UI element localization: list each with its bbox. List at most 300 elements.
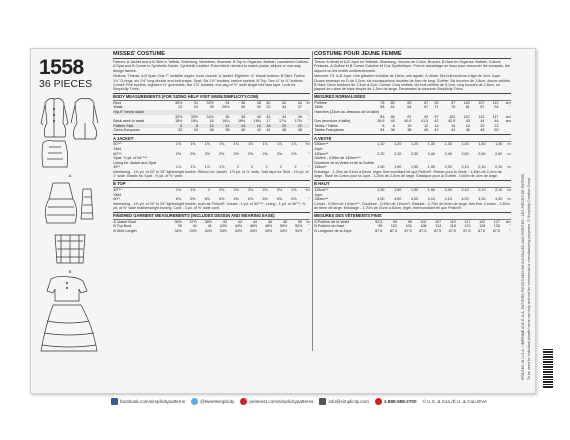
table-cell: 34½ [234,228,242,233]
table-cell: 87,5 [404,228,412,233]
table-cell: 30 [256,105,261,110]
table-cell: cm [505,119,511,124]
english-b-table [113,188,310,202]
table-cell: 2,00 [444,165,452,170]
table-cell: 2,40 [427,151,435,156]
table-cell: 2⅛ [219,187,225,192]
pinterest-link[interactable]: pinterest.com/simplicitypatterns [249,398,314,404]
facebook-link[interactable]: facebook.com/simplicitypatterns [120,398,186,404]
table-cell: 33½ [190,114,199,119]
table-cell: In [306,100,310,105]
table-cell: 32½ [175,114,183,119]
row-label: 60"* [113,197,121,202]
table-cell: 58 [380,105,385,110]
row-label: Poitrine [314,100,327,105]
table-cell: 17 [266,119,271,124]
envelope-content [113,51,513,357]
table-cell: 117 [464,219,471,224]
row-label: Skirt [113,192,121,197]
row-label: Dos (encolure à taille) [314,119,351,124]
table-cell: 38 [256,100,261,105]
table-cell: 36 [225,114,230,119]
row-label: A Jacket Bust [113,219,136,224]
table-cell: 1,50 [394,187,402,192]
english-body-table [113,101,310,133]
table-cell: 4,10 [444,197,452,202]
french-b-haut-label: B HAUT [314,180,511,188]
table-cell: 95 [392,219,398,224]
table-cell: 4,00 [394,197,402,202]
table-cell: Yd [305,187,310,192]
table-cell: 118 [449,224,456,229]
table-cell: 6⅝ [276,197,283,202]
table-cell: m [507,165,511,170]
table-cell: 99 [378,224,383,229]
row-label: Pattern Size [113,124,167,129]
row-label: 45"** [113,187,122,192]
table-cell: 40 [266,100,271,105]
table-cell: " [308,224,310,229]
table-cell: 61 [390,105,395,110]
english-b-interfacing: Interfacing - 1⅝ yd. of 20" to 25" lightweight fusible, such as Pellon®. Corset - 1 yd. of 54"***, Lining - 1 yd. of 45"**, ⅝ yd. of ⅝" wide featherweight boning, Cord - 3 yd. of ⅛" wide cord. [113,201,306,210]
table-cell: 52½ [294,224,303,229]
table-cell: 128 [479,224,486,229]
table-cell: 2 [265,165,268,170]
table-cell: 64 [407,105,412,110]
table-cell: 6⅝ [262,197,268,202]
row-label: 60"** [113,151,122,156]
table-cell: 16 [451,123,456,128]
legal-text-2: To be used for individual private home use only and not for commercial or manufacturing purposes. © Simplicity Creative Group [527,177,531,380]
table-cell: 16¾ [253,119,261,124]
row-label: Taille [314,105,323,110]
table-cell: 94 [494,105,499,110]
table-cell: 32 [178,128,183,133]
table-cell: 39,5 [377,119,385,124]
table-cell: 16 [209,119,214,124]
table-cell: Yd [305,142,310,147]
table-cell: cm [505,219,511,224]
french-a-entoilage: Entoilage - 1,30m de 51cm à 64cm, léger, thermocollant tel que Pellon®. Ruban pour la Veste - 1,40m de 2,2cm de large. Tissé en Coton pour la Jupe - 1,30m de 2,5cm de large. Élastique pour la Guêtre - 0,60m de 2cm de large. [314,169,502,179]
table-cell: 1⅞ [262,142,268,147]
table-cell: 50½ [279,224,288,229]
row-label: Bust [113,100,121,105]
table-cell: 4,00 [377,197,385,202]
row-label: 150cm** [314,142,329,147]
table-cell: 18 [465,123,470,128]
twitter-icon [191,398,198,405]
table-cell: 37½ [189,219,197,224]
footer-copyright [423,399,488,404]
table-cell: 1,90 [377,165,385,170]
table-cell: 2,10 [495,165,503,170]
table-cell: 2½ [190,151,196,156]
table-cell: 2,40 [444,151,452,156]
table-cell: 14 [230,124,246,129]
row-label: Sizes-European [113,128,140,133]
row-label: Jupe [314,192,323,197]
column-divider [312,51,313,351]
table-cell: m [507,142,511,147]
table-cell: 92 [434,100,439,105]
table-cell: 4,10 [427,197,435,202]
table-row [314,128,511,133]
table-cell: 36 [390,128,395,133]
table-cell: 46 [267,219,273,224]
row-label: Guêtre - 0,60m de 140cm*** [314,156,361,161]
pieces-count: 36 PIECES [39,78,93,90]
table-cell: 4,00 [410,197,419,202]
row-label: 150cm** [314,197,329,202]
table-cell: 48 [297,128,302,133]
table-cell: 34½ [294,228,303,233]
english-notions: Notions: Thread. A,B Spat: One 7" invisible zipper, hook closure. A Jacket: Eighteen ¾" shank buttons. B Skirt: Twelve 1⅛" D-rings, six 1½" long double end bolt snaps. Spat: Six 1⅛" buckles, twelve eyelets. B Top: Two ¼" to ⅜" buttons. Corset: Five eyelets, eighteen ¾" grommets, five 1⅛" buckles, one pkg of ½" wide single fold bias tape. Look for Simplicity Trims. [113,74,306,91]
table-cell: 87,5 [433,228,442,233]
table-cell: 1,50 [377,187,385,192]
table-cell: 117 [492,114,499,119]
table-cell: 2 [280,165,283,170]
table-row [314,229,511,234]
french-mesures-title: MESURES NORMALISÉES [314,93,511,101]
table-cell: 107 [478,100,485,105]
table-cell: 112 [478,114,485,119]
table-cell: 2 [294,165,297,170]
table-cell: 42,5 [448,119,456,124]
table-cell: 40 [241,128,246,133]
table-cell: 1,40 [461,142,469,147]
table-cell: 4,40 [495,197,503,202]
pinterest-icon [240,398,247,405]
table-cell: 24 [193,105,199,110]
english-b-top-label: B TOP [113,180,310,188]
email-icon [319,398,326,405]
table-cell: 102 [463,100,470,105]
social-footer [111,395,541,407]
table-cell: 2,00 [444,187,452,192]
footer-twitter[interactable] [191,398,234,405]
table-cell: 28 [241,105,246,110]
table-cell: " [308,151,310,156]
row-label: Back-neck to waist [113,119,145,124]
table-cell: 43 [465,119,470,124]
table-cell: 113 [435,224,442,229]
table-cell: 39 [177,224,182,229]
table-cell: 97 [451,100,456,105]
footer-email[interactable] [319,398,368,405]
table-cell: 2½ [204,151,210,156]
english-column [113,51,310,357]
table-cell: 34 [225,100,230,105]
table-cell: 25 [209,105,214,110]
table-cell: 46 [297,114,302,119]
row-label: Tailles-Françaises [314,128,344,133]
table-cell: 83 [380,114,385,119]
table-cell: 102 [449,114,456,119]
table-cell: 17⅜ [294,119,302,124]
row-label: Waist [113,105,123,110]
table-cell: 87,5 [389,228,398,233]
table-cell: 34½ [219,228,227,233]
table-cell: 42½ [219,224,227,229]
top-skirt-sketch-b [39,275,101,353]
jacket-sketch-a [39,93,101,171]
table-cell: 1¾ [233,142,239,147]
table-cell: 8 [392,123,395,128]
row-label: 60"** [113,142,122,147]
table-cell: 22 [494,123,499,128]
table-cell: 17¼ [278,119,287,124]
table-cell: 2⅝ [291,151,297,156]
table-cell: 46 [465,128,470,133]
table-cell: 2⅝ [262,151,268,156]
table-cell: 32 [266,105,271,110]
facebook-icon [111,398,118,405]
table-cell: 2½ [175,151,182,156]
table-cell: 1⅞ [190,165,196,170]
table-cell: 50 [298,219,303,224]
footer-phone [375,398,417,405]
phone-icon [375,398,382,405]
english-finished-table [113,220,310,234]
table-cell: 6⅝ [175,197,182,202]
table-cell: 76 [451,105,456,110]
table-cell: 123 [464,224,471,229]
table-cell: 44 [480,119,485,124]
table-cell: 42 [282,100,287,105]
french-body-table [314,101,511,133]
table-cell: 34½ [279,228,288,233]
table-cell: 44 [252,219,257,224]
table-cell: 67 [424,105,429,110]
row-label: Doublure de la Veste et de la Guêtre [314,160,375,165]
table-cell: 40,5 [404,119,412,124]
table-cell: 2 [251,165,254,170]
table-cell: 2,10 [478,165,486,170]
table-cell: 78 [380,100,385,105]
table-cell: 16½ [237,119,246,124]
table-cell: 127 [493,219,500,224]
table-cell: 1⅝ [190,187,196,192]
table-cell: 6⅝ [248,197,254,202]
table-cell: 2,10 [461,187,469,192]
table-cell: 1,30 [444,142,452,147]
table-cell: 104 [405,224,412,229]
table-cell: 1,20 [410,142,419,147]
table-cell: 2,60 [495,151,503,156]
table-cell: 107 [463,114,470,119]
phone-number: 1-888-588-2700 [383,398,417,404]
table-cell: 1,90 [427,165,435,170]
view-label-b: B [68,269,72,274]
table-cell: 1⅞ [175,165,182,170]
table-cell: 2 [236,165,239,170]
table-cell: 102 [390,224,398,229]
row-label: Lining for Jacket and Spat [113,160,157,165]
french-finished-table [314,220,511,234]
table-cell: 2⅛ [276,187,283,192]
table-cell: 108 [420,224,427,229]
table-cell: 97 [434,114,439,119]
table-cell: 42 [237,219,242,224]
table-cell: 2⅛ [291,187,297,192]
table-cell: " [308,165,310,170]
pattern-envelope-back [30,48,536,404]
table-cell: 34 [193,128,199,133]
table-cell: 44 [451,128,456,133]
row-label: 45"* [113,165,121,170]
table-cell: 1⅞ [219,165,225,170]
table-cell: 2,20 [377,151,385,156]
barcode [543,349,553,389]
table-cell: 34½ [189,228,197,233]
row-label: Skirt [113,147,121,151]
row-label: 115cm** [314,187,329,192]
table-cell: 16¼ [222,119,230,124]
table-cell: " [308,119,310,124]
view-label-a: A [68,173,72,178]
row-label: B Poitrine du Haut [314,224,345,229]
table-cell: 22 [287,124,303,129]
french-column [314,51,511,357]
table-cell: 34½ [249,228,257,233]
table-cell: 10 [198,124,214,129]
table-cell: 6⅝ [219,197,225,202]
table-cell: 87,5 [448,228,456,233]
table-cell: 71 [434,105,439,110]
table-cell: 6⅝ [233,197,239,202]
table-cell: " [509,228,511,233]
table-cell: 15¾ [190,119,199,124]
table-cell: 2½ [219,151,225,156]
table-cell: 2,30 [410,151,419,156]
table-cell: 2,50 [478,151,486,156]
english-title: MISSES' COSTUME [113,51,310,59]
twitter-link[interactable]: @tweetsimplicity [200,398,235,404]
table-cell: 80 [390,100,395,105]
row-label: Jupe [314,147,323,151]
french-b-table [314,188,511,202]
legal-text-1: PRINTED IN U.S.A. / IMPRIMÉ AUX É.U.A. PATTERN PIECES MAY BE INSTALLED AND PRINTED / LES PIÈCES DE PATRON [521,173,525,380]
table-cell: 2,10 [478,187,486,192]
table-cell: 40 [424,128,429,133]
table-cell: 2⅛ [233,187,239,192]
table-cell: 2⅝ [248,151,254,156]
table-cell: 2,30 [394,151,402,156]
table-cell: 1,90 [427,187,435,192]
table-cell: 1,20 [394,142,402,147]
table-cell: 2⅛ [262,187,268,192]
table-cell: 38½ [204,219,212,224]
table-cell: 41,5 [421,119,429,124]
table-cell: 1⅞ [291,142,297,147]
table-cell: 6⅝ [291,197,297,202]
table-cell: 44½ [234,224,242,229]
envelope-sidebar [35,53,111,353]
table-cell: 46 [282,128,287,133]
table-cell: 2⅛ [248,187,254,192]
table-cell: 6 [167,124,183,129]
table-cell: 2,10 [461,165,469,170]
table-cell: 34 [282,105,287,110]
table-cell: 92,5 [375,219,383,224]
footer-pinterest[interactable] [240,398,313,405]
table-cell: 48½ [264,224,273,229]
table-cell: 2,10 [495,187,503,192]
table-cell: 87,5 [419,228,427,233]
table-cell: 92 [424,114,429,119]
table-cell: m [507,197,511,202]
table-cell: 34 [380,128,385,133]
email-link[interactable]: info@simplicity.com [328,398,369,404]
table-cell: 122 [479,219,486,224]
table-cell: 40 [192,224,197,229]
table-cell: 1⅞ [276,142,283,147]
table-cell: cm [505,114,511,119]
copyright-text: © U.S. & Can./É.U. & Can./EVA [422,398,488,404]
table-cell: 1⅝ [190,142,196,147]
table-cell: 87 [480,105,485,110]
table-cell: " [509,224,511,229]
row-label: B Longueur de la Jupe [314,228,352,233]
row-label: 115cm* [314,165,327,170]
table-cell: 1¾ [219,142,225,147]
table-cell: " [509,105,511,110]
table-cell: 1,90 [410,165,419,170]
table-cell: 36 [241,100,246,105]
row-label: 150cm** [314,151,329,156]
table-cell: 37 [297,105,302,110]
table-cell: 42 [434,119,439,124]
french-a-veste-label: A VESTE [314,134,511,142]
pattern-number: 1558 [39,56,84,79]
table-cell: 4,30 [478,197,486,202]
english-finished-title: FINISHED GARMENT MEASUREMENTS (INCLUDES DESIGN AND WEARING EASE) [113,212,310,220]
table-cell: 1,90 [394,165,402,170]
table-cell: 42 [256,128,261,133]
table-cell: 107 [434,219,442,224]
row-label: Hip-9" below waist [113,110,167,115]
table-cell: " [308,197,310,202]
table-cell: 42 [434,128,439,133]
table-cell: 26½ [222,105,230,110]
table-cell: 87 [424,100,429,105]
table-cell: 87 [407,114,412,119]
table-cell: 31 [193,100,199,105]
french-title: COSTUME POUR JEUNE FEMME [314,51,511,59]
table-cell: 1,10 [377,142,385,147]
table-cell: 38 [241,114,246,119]
table-cell: 4,20 [461,197,469,202]
table-cell: 42 [266,114,271,119]
table-cell: 6⅝ [190,197,196,202]
table-cell: 1,50 [410,187,419,192]
table-cell: 34½ [206,114,214,119]
table-cell: 46½ [249,224,257,229]
table-cell: 23 [178,105,183,110]
table-cell: 87,5 [463,228,471,233]
table-cell: 34½ [264,228,273,233]
table-cell: 20 [271,124,287,129]
table-cell: 85 [390,114,395,119]
table-cell: 40 [256,114,261,119]
table-cell: 20 [480,123,485,128]
table-cell: In [306,219,310,224]
footer-facebook[interactable] [111,398,185,405]
row-label: Hanches (23cm au-dessous de la taille) [314,109,380,114]
table-cell: 36½ [174,219,182,224]
table-cell: 1,40 [478,142,486,147]
table-cell: 6⅝ [204,197,210,202]
